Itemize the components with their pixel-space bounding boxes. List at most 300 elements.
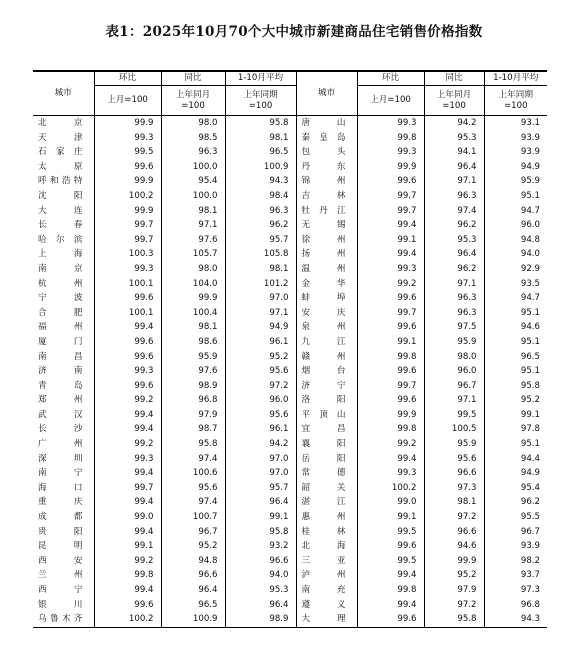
yoy-value-left: 96.5 (161, 598, 225, 613)
city-name-left: 贵阳 (38, 526, 83, 537)
yoy-value-right: 95.8 (424, 612, 484, 627)
yoy-value-right: 94.6 (424, 539, 484, 554)
city-name-left: 上海 (38, 249, 83, 260)
avg-value-right: 95.5 (484, 510, 547, 525)
yoy-value-left: 105.7 (161, 247, 225, 262)
mom-value-right: 99.6 (357, 174, 424, 189)
table-row (33, 218, 547, 233)
city-name-right: 三亚 (296, 554, 357, 569)
yoy-header-left: 同比 (161, 71, 225, 86)
mom-value-right: 99.9 (357, 408, 424, 423)
avg-value-right: 96.5 (484, 350, 547, 365)
table-title: 表1：2025年10月70个大中城市新建商品住宅销售价格指数 (105, 24, 483, 40)
yoy-value-left: 95.8 (161, 437, 225, 452)
avg-value-right: 95.4 (484, 481, 547, 496)
mom-value-left: 100.3 (94, 247, 161, 262)
mom-value-left: 99.4 (94, 320, 161, 335)
avg-value-right: 93.9 (484, 145, 547, 160)
mom-value-left: 99.4 (94, 495, 161, 510)
avg-value-left: 98.1 (225, 131, 296, 146)
yoy-value-right: 95.3 (424, 233, 484, 248)
avg-value-left: 96.6 (225, 554, 296, 569)
avg-value-left: 99.1 (225, 510, 296, 525)
mom-value-left: 99.9 (94, 116, 161, 131)
mom-value-right: 99.6 (357, 291, 424, 306)
mom-value-left: 99.2 (94, 437, 161, 452)
table-row (33, 510, 547, 525)
yoy-value-left: 100.7 (161, 510, 225, 525)
city-name-left: 北京 (38, 118, 83, 128)
mom-value-left: 99.6 (94, 350, 161, 365)
yoy-value-left: 100.0 (161, 189, 225, 204)
avg-value-right: 94.9 (484, 466, 547, 481)
mom-value-left: 99.4 (94, 583, 161, 598)
mom-value-right: 99.4 (357, 568, 424, 583)
city-name-right: 赣州 (296, 350, 357, 365)
mom-value-right: 99.8 (357, 350, 424, 365)
yoy-value-right: 96.4 (424, 160, 484, 175)
city-name-left: 呼和浩特 (38, 176, 83, 187)
table-row (33, 131, 547, 146)
table-row (33, 364, 547, 379)
avg-value-right: 94.3 (484, 612, 547, 627)
table-row (33, 379, 547, 394)
yoy-value-right: 98.1 (424, 495, 484, 510)
mom-value-right: 99.8 (357, 131, 424, 146)
city-name-right: 洛阳 (296, 393, 357, 408)
table-row (33, 525, 547, 540)
avg-value-right: 93.9 (484, 131, 547, 146)
mom-value-left: 99.7 (94, 481, 161, 496)
yoy-value-right: 95.2 (424, 568, 484, 583)
avg-value-left: 96.1 (225, 422, 296, 437)
city-name-right: 泸州 (296, 568, 357, 583)
mom-value-left: 99.4 (94, 466, 161, 481)
price-index-table (33, 70, 547, 628)
mom-value-left: 100.2 (94, 189, 161, 204)
city-name-right: 大理 (296, 612, 357, 627)
mom-value-right: 99.4 (357, 218, 424, 233)
yoy-value-left: 96.7 (161, 525, 225, 540)
table-header (33, 71, 547, 116)
yoy-value-left: 96.8 (161, 393, 225, 408)
yoy-value-right: 95.6 (424, 452, 484, 467)
city-name-right: 北海 (296, 539, 357, 554)
city-name-right: 济宁 (296, 379, 357, 394)
yoy-value-left: 97.9 (161, 408, 225, 423)
mom-value-left: 99.4 (94, 408, 161, 423)
avg-value-right: 97.3 (484, 583, 547, 598)
avg-value-left: 95.3 (225, 583, 296, 598)
city-name-left: 武汉 (38, 409, 83, 420)
yoy-value-right: 94.2 (424, 116, 484, 131)
yoy-value-right: 95.9 (424, 437, 484, 452)
yoy-value-right: 97.5 (424, 320, 484, 335)
mom-value-right: 99.3 (357, 116, 424, 131)
city-name-right: 吉林 (296, 189, 357, 204)
table-row (33, 189, 547, 204)
yoy-value-left: 97.6 (161, 364, 225, 379)
yoy-value-left: 104.0 (161, 277, 225, 292)
city-name-left: 南昌 (38, 351, 83, 362)
city-name-left: 西宁 (38, 585, 83, 595)
yoy-value-left: 98.5 (161, 131, 225, 146)
table-row (33, 393, 547, 408)
avg-value-right: 94.8 (484, 233, 547, 248)
avg-value-left: 96.0 (225, 393, 296, 408)
avg-value-left: 96.1 (225, 335, 296, 350)
city-name-left: 杭州 (38, 278, 83, 289)
avg-value-right: 94.9 (484, 160, 547, 175)
avg-value-right: 98.2 (484, 554, 547, 569)
mom-value-left: 99.4 (94, 422, 161, 437)
city-name-right: 韶关 (296, 481, 357, 496)
city-name-right: 金华 (296, 277, 357, 292)
table-row (33, 598, 547, 613)
mom-value-left: 100.1 (94, 277, 161, 292)
mom-value-left: 99.3 (94, 364, 161, 379)
mom-value-right: 99.4 (357, 598, 424, 613)
yoy-value-left: 99.9 (161, 291, 225, 306)
yoy-value-left: 96.3 (161, 145, 225, 160)
yoy-value-right: 100.5 (424, 422, 484, 437)
mom-value-left: 100.1 (94, 306, 161, 321)
yoy-subheader-right: 上年同月 =100 (424, 86, 484, 116)
mom-value-left: 99.2 (94, 393, 161, 408)
city-name-left: 长沙 (38, 424, 83, 435)
mom-value-right: 99.5 (357, 525, 424, 540)
yoy-value-right: 97.1 (424, 393, 484, 408)
mom-value-left: 99.8 (94, 568, 161, 583)
city-name-right: 遵义 (296, 598, 357, 613)
city-name-right: 桂林 (296, 525, 357, 540)
table-row (33, 554, 547, 569)
mom-value-left: 99.5 (94, 145, 161, 160)
yoy-value-right: 96.6 (424, 466, 484, 481)
yoy-value-left: 95.2 (161, 539, 225, 554)
yoy-value-right: 96.4 (424, 247, 484, 262)
table-row (33, 174, 547, 189)
yoy-value-right: 97.1 (424, 174, 484, 189)
avg-value-left: 97.0 (225, 291, 296, 306)
yoy-value-left: 100.6 (161, 466, 225, 481)
yoy-value-left: 97.4 (161, 452, 225, 467)
yoy-value-right: 94.1 (424, 145, 484, 160)
city-name-left: 青岛 (38, 380, 83, 391)
city-name-left: 济南 (38, 366, 83, 377)
table-row (33, 247, 547, 262)
mom-value-right: 99.1 (357, 510, 424, 525)
yoy-value-right: 96.2 (424, 218, 484, 233)
mom-value-right: 99.8 (357, 583, 424, 598)
city-name-right: 惠州 (296, 510, 357, 525)
avg-value-right: 94.7 (484, 291, 547, 306)
city-name-left: 西安 (38, 555, 83, 566)
mom-value-right: 99.1 (357, 233, 424, 248)
city-name-right: 温州 (296, 262, 357, 277)
city-name-left: 深圳 (38, 453, 83, 464)
table-row (33, 204, 547, 219)
city-name-right: 秦皇岛 (296, 131, 357, 146)
mom-subheader-right: 上月=100 (357, 86, 424, 116)
avg-value-left: 95.8 (225, 525, 296, 540)
yoy-value-right: 96.3 (424, 291, 484, 306)
yoy-value-left: 95.4 (161, 174, 225, 189)
avg-value-right: 93.9 (484, 539, 547, 554)
avg-value-right: 97.8 (484, 422, 547, 437)
yoy-value-left: 94.8 (161, 554, 225, 569)
city-name-right: 九江 (296, 335, 357, 350)
avg-value-left: 95.7 (225, 481, 296, 496)
avg-value-right: 95.2 (484, 393, 547, 408)
avg-header-left: 1-10月平均 (225, 71, 296, 86)
city-name-right: 岳阳 (296, 452, 357, 467)
city-name-right: 平顶山 (296, 408, 357, 423)
city-name-right: 牡丹江 (296, 204, 357, 219)
city-name-left: 昆明 (38, 541, 83, 552)
mom-value-right: 99.7 (357, 306, 424, 321)
mom-value-right: 99.7 (357, 379, 424, 394)
avg-value-left: 96.4 (225, 598, 296, 613)
avg-value-left: 98.4 (225, 189, 296, 204)
city-name-right: 包头 (296, 145, 357, 160)
yoy-value-right: 99.5 (424, 408, 484, 423)
mom-value-right: 99.0 (357, 495, 424, 510)
avg-value-left: 95.8 (225, 116, 296, 131)
avg-value-right: 94.0 (484, 247, 547, 262)
mom-value-left: 99.3 (94, 452, 161, 467)
city-name-left: 成都 (38, 512, 83, 523)
city-name-left: 乌鲁木齐 (33, 612, 94, 627)
table-row (33, 320, 547, 335)
avg-value-left: 97.2 (225, 379, 296, 394)
table-row (33, 437, 547, 452)
avg-value-right: 94.4 (484, 452, 547, 467)
yoy-value-right: 96.7 (424, 379, 484, 394)
city-name-left: 厦门 (38, 336, 83, 347)
mom-value-right: 99.7 (357, 204, 424, 219)
city-name-left: 石家庄 (38, 147, 83, 158)
avg-value-right: 95.1 (484, 364, 547, 379)
yoy-value-right: 99.9 (424, 554, 484, 569)
yoy-value-right: 96.3 (424, 306, 484, 321)
avg-value-right: 95.1 (484, 335, 547, 350)
mom-value-right: 99.5 (357, 554, 424, 569)
avg-value-right: 96.7 (484, 525, 547, 540)
table-row (33, 495, 547, 510)
yoy-value-right: 95.3 (424, 131, 484, 146)
yoy-value-left: 98.6 (161, 335, 225, 350)
city-name-right: 安庆 (296, 306, 357, 321)
yoy-value-right: 97.2 (424, 598, 484, 613)
yoy-header-right: 同比 (424, 71, 484, 86)
yoy-value-left: 100.9 (161, 612, 225, 627)
yoy-value-right: 95.9 (424, 335, 484, 350)
yoy-value-right: 97.4 (424, 204, 484, 219)
mom-value-left: 99.6 (94, 335, 161, 350)
mom-value-right: 100.2 (357, 481, 424, 496)
city-name-right: 常德 (296, 466, 357, 481)
city-name-left: 南京 (38, 263, 83, 274)
mom-value-left: 99.6 (94, 598, 161, 613)
yoy-value-right: 97.9 (424, 583, 484, 598)
table-row (33, 452, 547, 467)
avg-value-left: 100.9 (225, 160, 296, 175)
table-row (33, 466, 547, 481)
yoy-value-right: 96.6 (424, 525, 484, 540)
yoy-value-left: 100.0 (161, 160, 225, 175)
city-name-right: 宜昌 (296, 422, 357, 437)
mom-value-right: 99.6 (357, 364, 424, 379)
avg-value-left: 96.5 (225, 145, 296, 160)
avg-value-right: 95.1 (484, 189, 547, 204)
mom-value-left: 99.1 (94, 539, 161, 554)
mom-subheader-left: 上月=100 (94, 86, 161, 116)
avg-value-left: 93.2 (225, 539, 296, 554)
city-name-left: 重庆 (38, 497, 83, 508)
avg-value-left: 105.8 (225, 247, 296, 262)
mom-value-left: 99.0 (94, 510, 161, 525)
avg-value-left: 95.6 (225, 408, 296, 423)
mom-value-right: 99.2 (357, 437, 424, 452)
yoy-value-left: 96.4 (161, 583, 225, 598)
mom-value-right: 99.4 (357, 247, 424, 262)
yoy-subheader-left: 上年同月 =100 (161, 86, 225, 116)
city-name-left: 沈阳 (38, 190, 83, 201)
mom-value-right: 99.8 (357, 422, 424, 437)
city-name-left: 银川 (38, 599, 83, 610)
city-name-left: 郑州 (38, 395, 83, 406)
mom-value-right: 99.6 (357, 539, 424, 554)
city-name-left: 哈尔滨 (38, 234, 83, 245)
avg-value-left: 98.9 (225, 612, 296, 627)
mom-value-right: 99.2 (357, 277, 424, 292)
table-row (33, 481, 547, 496)
avg-value-left: 96.4 (225, 495, 296, 510)
city-name-left: 福州 (38, 322, 83, 333)
mom-value-right: 99.9 (357, 160, 424, 175)
city-header-right: 城市 (296, 71, 357, 116)
table-row (33, 335, 547, 350)
avg-value-left: 97.1 (225, 306, 296, 321)
avg-value-left: 94.2 (225, 437, 296, 452)
yoy-value-right: 97.1 (424, 277, 484, 292)
avg-value-right: 99.1 (484, 408, 547, 423)
city-name-right: 徐州 (296, 233, 357, 248)
yoy-value-right: 98.0 (424, 350, 484, 365)
mom-value-left: 99.6 (94, 379, 161, 394)
table-row (33, 422, 547, 437)
avg-value-right: 95.1 (484, 437, 547, 452)
city-name-left: 长春 (38, 220, 83, 231)
yoy-value-left: 98.1 (161, 320, 225, 335)
avg-value-right: 94.6 (484, 320, 547, 335)
table-row (33, 262, 547, 277)
yoy-value-left: 95.6 (161, 481, 225, 496)
mom-value-right: 99.7 (357, 189, 424, 204)
yoy-value-left: 96.6 (161, 568, 225, 583)
avg-subheader-left: 上年同期 =100 (225, 86, 296, 116)
mom-value-left: 99.9 (94, 204, 161, 219)
mom-value-left: 99.9 (94, 174, 161, 189)
table-row (33, 539, 547, 554)
mom-value-left: 99.3 (94, 262, 161, 277)
avg-value-left: 94.3 (225, 174, 296, 189)
avg-value-left: 98.1 (225, 262, 296, 277)
avg-value-left: 96.2 (225, 218, 296, 233)
city-name-right: 唐山 (296, 116, 357, 131)
yoy-value-left: 98.0 (161, 116, 225, 131)
city-name-right: 泉州 (296, 320, 357, 335)
city-name-right: 南充 (296, 583, 357, 598)
avg-value-right: 96.0 (484, 218, 547, 233)
table-row (33, 277, 547, 292)
avg-value-left: 94.0 (225, 568, 296, 583)
mom-value-right: 99.1 (357, 335, 424, 350)
yoy-value-left: 97.6 (161, 233, 225, 248)
mom-value-right: 99.4 (357, 452, 424, 467)
yoy-value-right: 97.2 (424, 510, 484, 525)
yoy-value-left: 95.9 (161, 350, 225, 365)
city-name-right: 烟台 (296, 364, 357, 379)
table-row (33, 160, 547, 175)
city-header-left: 城市 (33, 71, 94, 116)
avg-value-right: 92.9 (484, 262, 547, 277)
avg-value-left: 94.9 (225, 320, 296, 335)
avg-value-left: 97.0 (225, 452, 296, 467)
table-row (33, 306, 547, 321)
city-name-right: 扬州 (296, 247, 357, 262)
avg-value-right: 95.9 (484, 174, 547, 189)
avg-value-right: 93.5 (484, 277, 547, 292)
table-row (33, 568, 547, 583)
table-row (33, 583, 547, 598)
city-name-left: 南宁 (38, 468, 83, 479)
yoy-value-left: 100.4 (161, 306, 225, 321)
city-name-right: 蚌埠 (296, 291, 357, 306)
table-row (33, 350, 547, 365)
mom-value-left: 100.2 (94, 612, 161, 627)
city-name-left: 大连 (38, 205, 83, 216)
mom-header-right: 环比 (357, 71, 424, 86)
yoy-value-left: 97.1 (161, 218, 225, 233)
city-name-left: 宁波 (38, 293, 83, 304)
avg-value-right: 95.8 (484, 379, 547, 394)
city-name-right: 无锡 (296, 218, 357, 233)
table-body (33, 116, 547, 628)
avg-value-left: 101.2 (225, 277, 296, 292)
mom-value-left: 99.7 (94, 218, 161, 233)
yoy-value-right: 96.0 (424, 364, 484, 379)
yoy-value-left: 97.4 (161, 495, 225, 510)
city-name-right: 襄阳 (296, 437, 357, 452)
city-name-right: 锦州 (296, 174, 357, 189)
mom-value-right: 99.3 (357, 145, 424, 160)
yoy-value-right: 96.2 (424, 262, 484, 277)
table-row (33, 291, 547, 306)
mom-value-right: 99.6 (357, 393, 424, 408)
city-name-right: 丹东 (296, 160, 357, 175)
mom-header-left: 环比 (94, 71, 161, 86)
avg-value-left: 96.3 (225, 204, 296, 219)
city-name-left: 合肥 (38, 307, 83, 318)
yoy-value-left: 98.9 (161, 379, 225, 394)
table-row (33, 116, 547, 131)
mom-value-right: 99.6 (357, 320, 424, 335)
mom-value-left: 99.6 (94, 160, 161, 175)
yoy-value-left: 98.1 (161, 204, 225, 219)
mom-value-left: 99.4 (94, 525, 161, 540)
